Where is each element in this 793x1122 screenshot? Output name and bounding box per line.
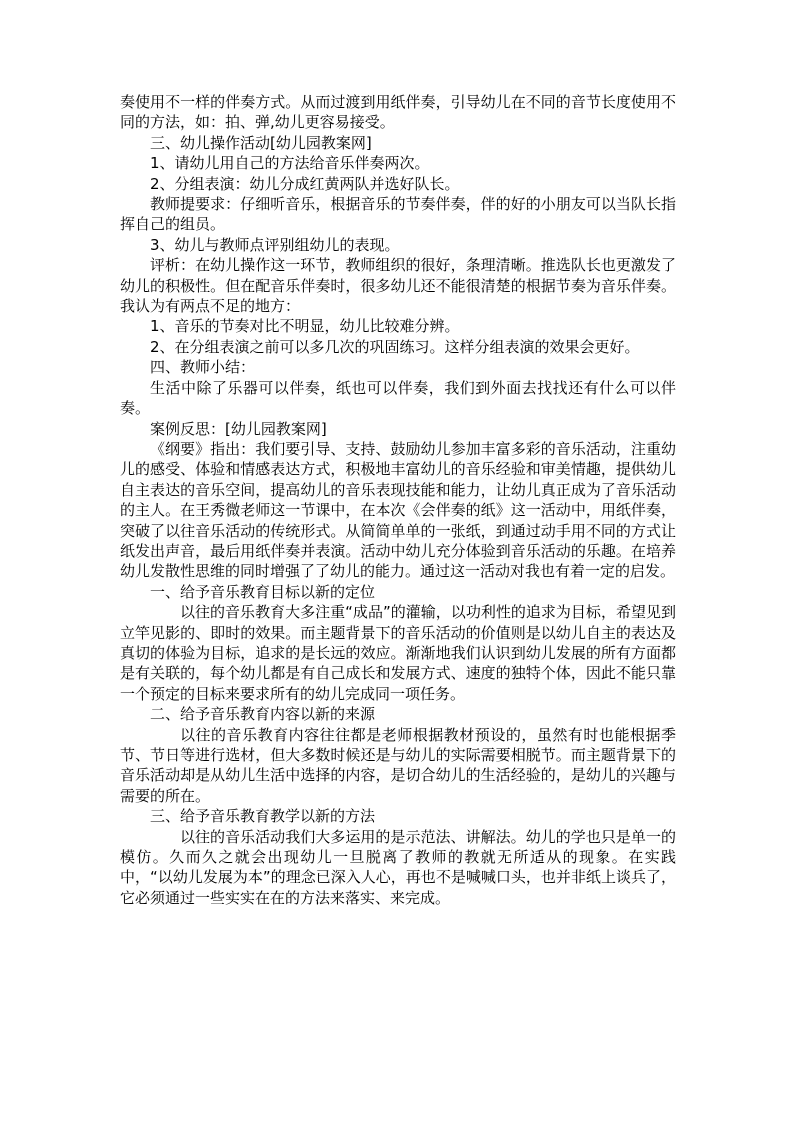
paragraph-summary: 生活中除了乐器可以伴奏，纸也可以伴奏，我们到外面去找找还有什么可以伴奏。 <box>120 378 676 418</box>
section-heading-teacher-summary: 四、教师小结： <box>150 358 256 377</box>
section-heading-child-activity: 三、幼儿操作活动[幼儿园教案网] <box>150 133 372 152</box>
section-heading-goal: 一、给予音乐教育目标以新的定位 <box>150 582 376 601</box>
list-item-shortcoming-2: 2、在分组表演之前可以多几次的巩固练习。这样分组表演的效果会更好。 <box>150 337 640 356</box>
paragraph-content: 以往的音乐教育内容往往都是老师根据教材预设的，虽然有时也能根据季节、节日等进行选材，但大多数时候还是与幼儿的实际需要相脱节。而主题背景下的音乐活动却是从幼儿生活中选择的内容，是切合幼儿的生活经验的，是幼儿的兴趣与需要的所在。 <box>120 725 676 805</box>
document-page <box>120 92 676 908</box>
paragraph-teacher-requirements: 教师提要求：仔细听音乐，根据音乐的节奏伴奏，伴的好的小朋友可以当队长指挥自己的组员。 <box>120 195 676 234</box>
list-item-shortcoming-1: 1、音乐的节奏对比不明显，幼儿比较难分辨。 <box>150 317 460 336</box>
list-item-group-performance: 2、分组表演：幼儿分成红黄两队并选好队长。 <box>150 174 460 193</box>
paragraph-goal: 以往的音乐教育大多注重“成品”的灌输，以功利性的追求为目标，希望见到立竿见影的、即时的效果。而主题背景下的音乐活动的价值则是以幼儿自主的表达及真切的体验为目标，追求的是长远的效应。渐渐地我们认识到幼儿发展的所有方面都是有关联的，每个幼儿都是有自己成长和发展方式、速度的独特个体，因此不能只靠一个预定的目标来要求所有的幼儿完成同一项任务。 <box>120 603 676 703</box>
section-heading-content: 二、给予音乐教育内容以新的来源 <box>150 705 376 724</box>
paragraph-reflection: 《纲要》指出：我们要引导、支持、鼓励幼儿参加丰富多彩的音乐活动，注重幼儿的感受、体验和情感表达方式，积极地丰富幼儿的音乐经验和审美情趣，提供幼儿自主表达的音乐空间，提高幼儿的音乐表现技能和能力，让幼儿真正成为了音乐活动的主人。在王秀微老师这一节课中，在本次《会伴奏的纸》这一活动中，用纸伴奏，突破了以往音乐活动的传统形式。从简简单单的一张纸，到通过动手用不同的方式让纸发出声音，最后用纸伴奏并表演。活动中幼儿充分体验到音乐活动的乐趣。在培养幼儿发散性思维的同时增强了了幼儿的能力。通过这一活动对我也有着一定的启发。 <box>120 439 676 581</box>
list-item-peer-evaluation: 3、幼儿与教师点评别组幼儿的表现。 <box>150 235 400 254</box>
paragraph-evaluation: 评析：在幼儿操作这一环节，教师组织的很好，条理清晰。推选队长也更激发了幼儿的积极性。但在配音乐伴奏时，很多幼儿还不能很清楚的根据节奏为音乐伴奏。我认为有两点不足的地方： <box>120 256 676 316</box>
paragraph-intro-continued: 奏使用不一样的伴奏方式。从而过渡到用纸伴奏，引导幼儿在不同的音节长度使用不同的方法，如：拍、弹,幼儿更容易接受。 <box>120 93 676 132</box>
section-heading-method: 三、给予音乐教育教学以新的方法 <box>150 807 376 826</box>
list-item-accompany-twice: 1、请幼儿用自己的方法给音乐伴奏两次。 <box>150 154 430 173</box>
section-heading-reflection: 案例反思：[幼儿园教案网] <box>150 419 327 438</box>
paragraph-method: 以往的音乐活动我们大多运用的是示范法、讲解法。幼儿的学也只是单一的模仿。久而久之就会出现幼儿一旦脱离了教师的教就无所适从的现象。在实践中，“以幼儿发展为本”的理念已深入人心，再也不是喊喊口头，也并非纸上谈兵了，它必须通过一些实实在在的方法来落实、来完成。 <box>120 827 676 907</box>
